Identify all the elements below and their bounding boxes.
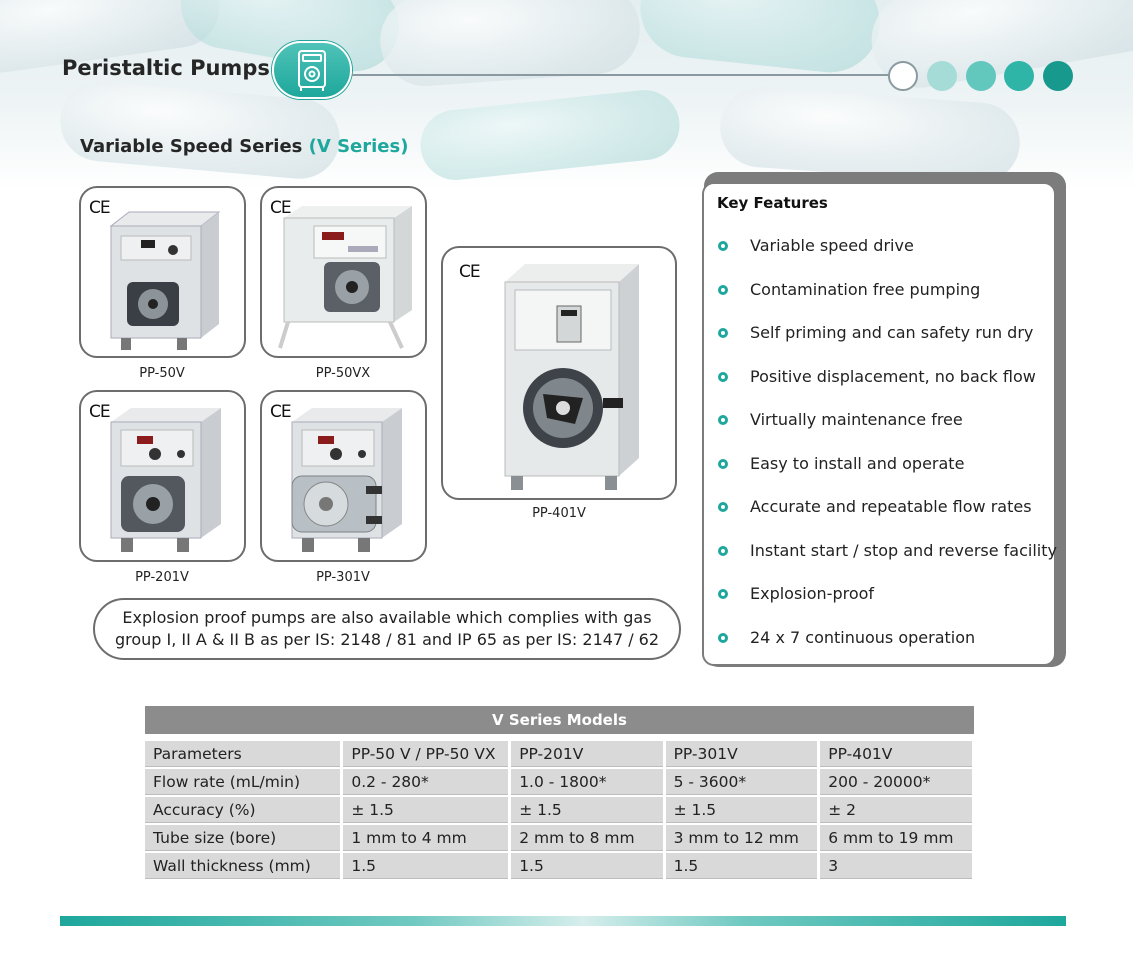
bullet-icon bbox=[718, 589, 728, 599]
table-row: Parameters PP-50 V / PP-50 VX PP-201V PP-301V PP-401V bbox=[145, 741, 972, 767]
bullet-icon bbox=[718, 372, 728, 382]
product-label-pp-50vx: PP-50VX bbox=[315, 366, 371, 381]
key-features-title: Key Features bbox=[717, 194, 828, 212]
page-dot-4 bbox=[1004, 61, 1034, 91]
ce-mark: CE bbox=[270, 198, 291, 218]
bullet-icon bbox=[718, 241, 728, 251]
ce-mark: CE bbox=[270, 402, 291, 422]
feature-item: Variable speed drive bbox=[718, 236, 1058, 260]
pump-illustration bbox=[262, 188, 427, 358]
ce-mark: CE bbox=[89, 198, 110, 218]
pump-illustration bbox=[81, 188, 246, 358]
page-dot-3 bbox=[966, 61, 996, 91]
bullet-icon bbox=[718, 546, 728, 556]
title-divider bbox=[352, 74, 892, 76]
feature-item: Easy to install and operate bbox=[718, 454, 1058, 478]
bullet-icon bbox=[718, 328, 728, 338]
models-table-title: V Series Models bbox=[145, 706, 974, 734]
note-line-2: group I, II A & II B as per IS: 2148 / 81 and IP 65 as per IS: 2147 / 62 bbox=[114, 630, 660, 649]
explosion-proof-note bbox=[93, 598, 681, 660]
product-label-pp-50v: PP-50V bbox=[139, 366, 185, 381]
bullet-icon bbox=[718, 415, 728, 425]
page-dot-2 bbox=[927, 61, 957, 91]
product-label-pp-401v: PP-401V bbox=[532, 506, 586, 521]
table-row: Wall thickness (mm) 1.5 1.5 1.5 3 bbox=[145, 853, 972, 879]
table-row: Flow rate (mL/min) 0.2 - 280* 1.0 - 1800* 5 - 3600* 200 - 20000* bbox=[145, 769, 972, 795]
product-image-pp-50vx bbox=[260, 186, 427, 358]
feature-item: Explosion-proof bbox=[718, 584, 1058, 608]
product-image-pp-201v bbox=[79, 390, 246, 562]
page-title: Peristaltic Pumps bbox=[62, 56, 270, 80]
ce-mark: CE bbox=[459, 262, 480, 282]
feature-item: Contamination free pumping bbox=[718, 280, 1058, 304]
pump-icon bbox=[272, 41, 352, 99]
ce-mark: CE bbox=[89, 402, 110, 422]
product-image-pp-401v bbox=[441, 246, 677, 500]
feature-item: Positive displacement, no back flow bbox=[718, 367, 1058, 391]
pump-illustration bbox=[443, 248, 677, 500]
product-image-pp-50v bbox=[79, 186, 246, 358]
feature-item: Instant start / stop and reverse facility bbox=[718, 541, 1058, 565]
product-label-pp-201v: PP-201V bbox=[135, 570, 189, 585]
pump-illustration bbox=[81, 392, 246, 562]
feature-item: Virtually maintenance free bbox=[718, 410, 1058, 434]
footer-bar bbox=[60, 916, 1066, 926]
feature-item: Accurate and repeatable flow rates bbox=[718, 497, 1058, 521]
bullet-icon bbox=[718, 285, 728, 295]
section-title-accent: (V Series) bbox=[308, 136, 409, 157]
table-row: Tube size (bore) 1 mm to 4 mm 2 mm to 8 mm 3 mm to 12 mm 6 mm to 19 mm bbox=[145, 825, 972, 851]
models-table bbox=[142, 739, 975, 881]
note-line-1: Explosion proof pumps are also available which complies with gas bbox=[122, 608, 652, 627]
product-image-pp-301v bbox=[260, 390, 427, 562]
feature-item: 24 x 7 continuous operation bbox=[718, 628, 1058, 652]
page-dot-1 bbox=[888, 61, 918, 91]
page-dot-5 bbox=[1043, 61, 1073, 91]
title-badge bbox=[272, 41, 352, 99]
section-title bbox=[80, 136, 408, 157]
bullet-icon bbox=[718, 633, 728, 643]
feature-item: Self priming and can safety run dry bbox=[718, 323, 1058, 347]
header-background bbox=[0, 0, 1133, 190]
pump-illustration bbox=[262, 392, 427, 562]
bullet-icon bbox=[718, 502, 728, 512]
section-title-main: Variable Speed Series bbox=[80, 136, 303, 157]
product-label-pp-301v: PP-301V bbox=[316, 570, 370, 585]
key-features-panel bbox=[702, 182, 1056, 666]
bullet-icon bbox=[718, 459, 728, 469]
table-row: Accuracy (%) ± 1.5 ± 1.5 ± 1.5 ± 2 bbox=[145, 797, 972, 823]
